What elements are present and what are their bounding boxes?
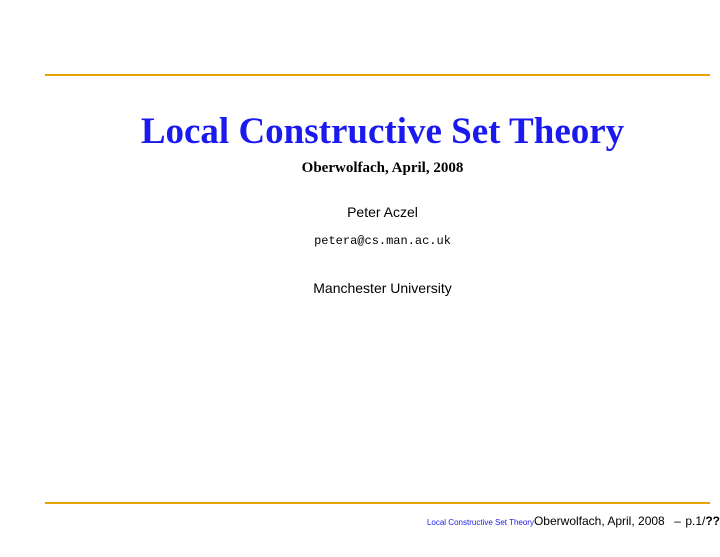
footer-page-total: ?? xyxy=(705,514,720,528)
author-email: petera@cs.man.ac.uk xyxy=(314,234,451,248)
footer-event: Oberwolfach, April, 2008 xyxy=(533,514,665,528)
header-rule xyxy=(45,74,710,76)
slide-footer xyxy=(427,513,720,529)
author-institution: Manchester University xyxy=(313,280,452,296)
footer-separator: – xyxy=(674,514,681,528)
author-name: Peter Aczel xyxy=(347,204,418,220)
slide-title: Local Constructive Set Theory xyxy=(140,111,625,152)
footer-short-title: Local Constructive Set Theory xyxy=(426,518,534,527)
slide-subtitle: Oberwolfach, April, 2008 xyxy=(301,160,464,176)
footer-rule xyxy=(45,502,710,504)
footer-page-number: p.1/ xyxy=(685,514,706,528)
